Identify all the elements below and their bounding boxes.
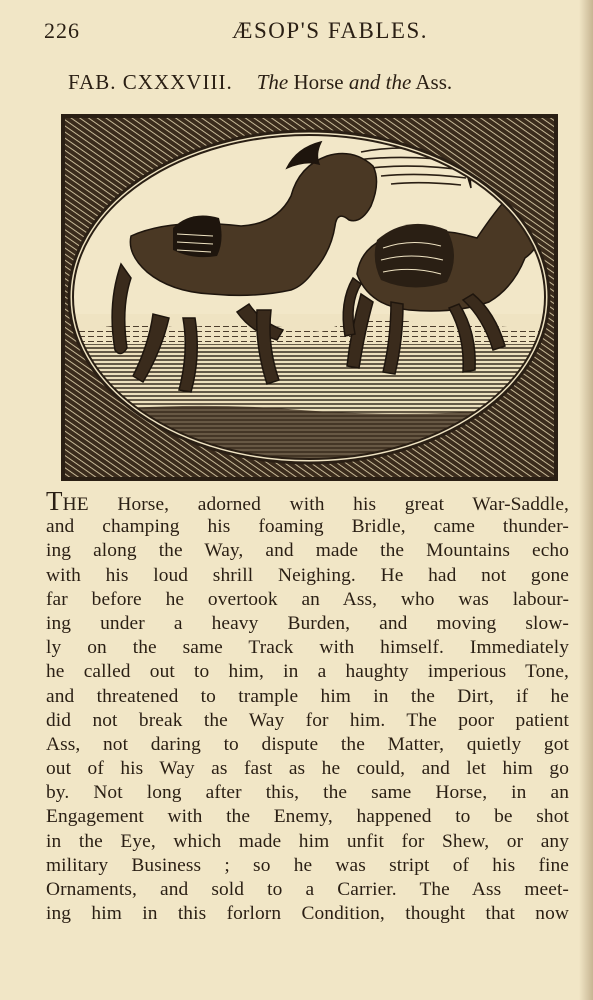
text-line: he called out to him, in a haughty imperious Tone, <box>46 661 569 683</box>
page-number: 226 <box>44 18 80 43</box>
fable-title-and: and the <box>348 70 412 94</box>
text-line: Ornaments, and sold to a Carrier. The Ass meet- <box>46 879 569 900</box>
fable-number: FAB. CXXXVIII. <box>68 70 233 94</box>
fable-title-ass: Ass. <box>415 70 453 94</box>
text-line: and champing his foaming Bridle, came thunder- <box>46 516 569 538</box>
fable-title <box>257 70 452 94</box>
text-line <box>46 486 569 516</box>
text-line: Ass, not daring to dispute the Matter, quietly got <box>46 733 569 755</box>
text-line: far before he overtook an Ass, who was labour- <box>46 588 569 610</box>
running-title: ÆSOP'S FABLES. <box>232 18 429 43</box>
fable-heading <box>68 70 548 100</box>
text-line: did not break the Way for him. The poor patient <box>46 709 569 731</box>
fable-body-text <box>46 486 569 926</box>
text-line: by. Not long after this, the same Horse, in an <box>46 782 569 804</box>
running-head <box>44 18 553 48</box>
fable-title-prefix: The <box>256 70 289 94</box>
drop-cap: T <box>46 486 63 516</box>
first-word-rest: HE <box>62 494 89 515</box>
text-line: military Business ; so he was stript of his fine <box>46 854 569 876</box>
text-line: ing along the Way, and made the Mountains echo <box>46 540 569 562</box>
text-line: in the Eye, which made him unfit for Shew, or any <box>46 830 569 852</box>
fable-title-horse: Horse <box>293 70 344 94</box>
woodcut-horse-and-ass-icon <box>61 114 558 481</box>
text-line: ing under a heavy Burden, and moving slow- <box>46 612 569 634</box>
page-gutter-shadow <box>579 0 593 1000</box>
text-line: ing him in this forlorn Condition, thought that now <box>46 903 569 925</box>
text-line: with his loud shrill Neighing. He had not gone <box>46 564 569 586</box>
text-line: Engagement with the Enemy, happened to be shot <box>46 806 569 828</box>
text-line: out of his Way as fast as he could, and let him go <box>46 758 569 780</box>
text-line-content: Horse, adorned with his great War-Saddle, <box>88 494 569 515</box>
text-line: and threatened to trample him in the Dirt, if he <box>46 685 569 707</box>
woodcut-illustration <box>61 114 558 481</box>
text-line: ly on the same Track with himself. Immediately <box>46 637 569 659</box>
